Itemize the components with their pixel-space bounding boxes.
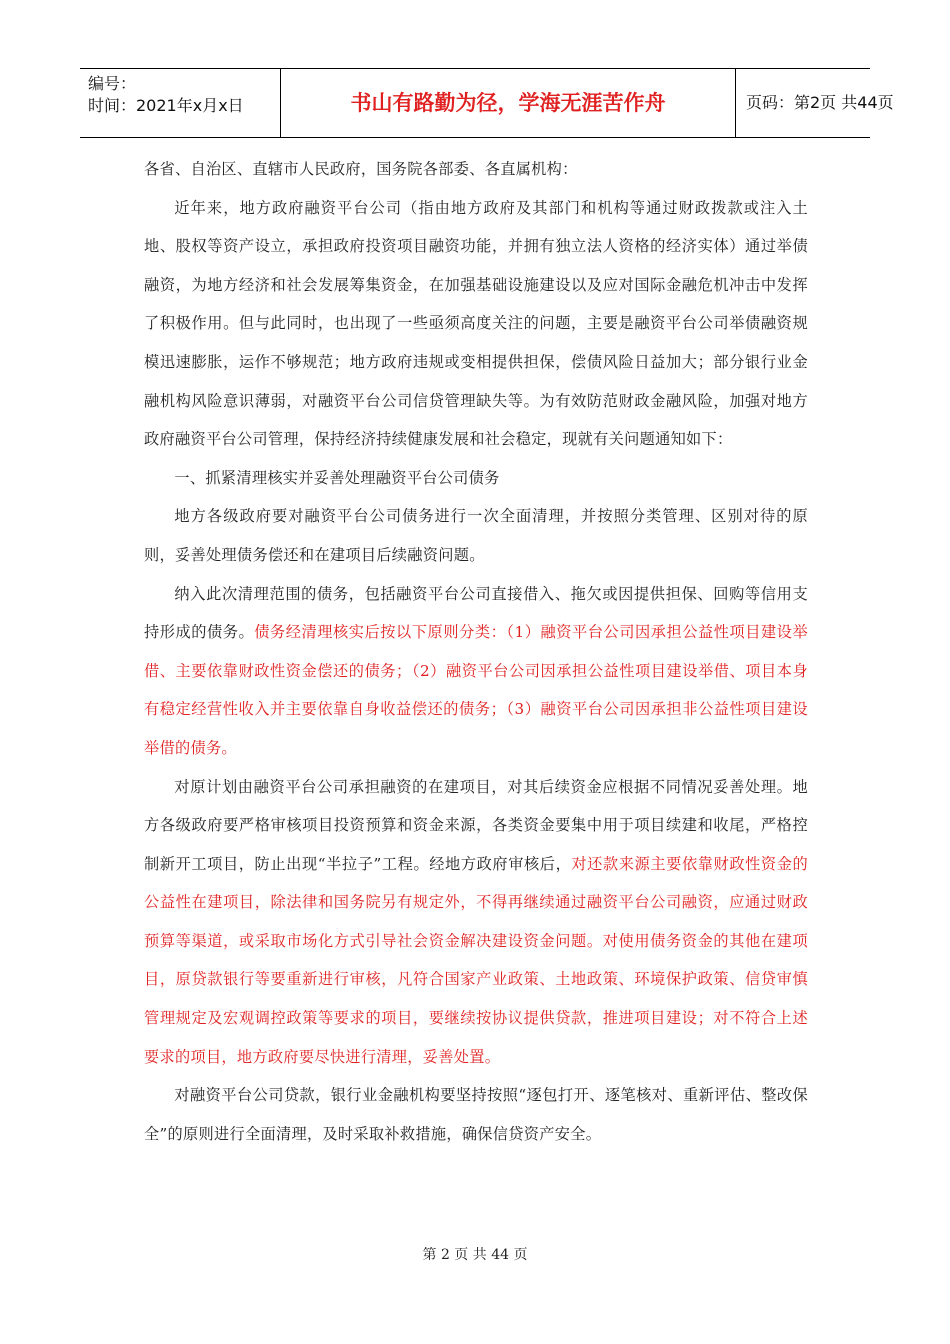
paragraph-intro: 近年来，地方政府融资平台公司（指由地方政府及其部门和机构等通过财政拨款或注入土地、股权等资产设立，承担政府投资项目融资功能，并拥有独立法人资格的经济实体）通过举债融资，为地方经济和社会发展筹集资金，在加强基础设施建设以及应对国际金融危机冲击中发挥了积极作用。但与此同时，也出现了一些亟须高度关注的问题，主要是融资平台公司举债融资规模迅速膨胀，运作不够规范；地方政府违规或变相提供担保，偿债风险日益加大；部分银行业金融机构风险意识薄弱，对融资平台公司信贷管理缺失等。为有效防范财政金融风险，加强对地方政府融资平台公司管理，保持经济持续健康发展和社会稳定，现就有关问题通知如下： <box>144 198 808 449</box>
salutation: 各省、自治区、直辖市人民政府，国务院各部委、各直属机构： <box>144 160 578 178</box>
header-motto: 书山有路勤为径，学海无涯苦作舟 <box>281 69 736 137</box>
header-meta <box>80 69 281 137</box>
header-page-number: 页码：第2页 共44页 <box>746 93 894 112</box>
ongoing-projects-highlight: 对还款来源主要依靠财政性资金的公益性在建项目，除法律和国务院另有规定外，不得再继续通过融资平台公司融资，应通过财政预算等渠道，或采取市场化方式引导社会资金解决建设资金问题。对使用债务资金的其他在建项目，原贷款银行等要重新进行审核，凡符合国家产业政策、土地政策、环境保护政策、信贷审慎管理规定及宏观调控政策等要求的项目，要继续按协议提供贷款，推进项目建设；对不符合上述要求的项目，地方政府要尽快进行清理，妥善处置。 <box>144 854 808 1066</box>
paragraph-cleanup: 地方各级政府要对融资平台公司债务进行一次全面清理，并按照分类管理、区别对待的原则，妥善处理债务偿还和在建项目后续融资问题。 <box>144 507 808 564</box>
document-date: 时间：2021年x月x日 <box>88 96 244 115</box>
page-footer: 第 2 页 共 44 页 <box>422 1247 528 1263</box>
debt-scope-text: 纳入此次清理范围的债务，包括融资平台公司直接借入、拖欠或因提供担保、回购等信用支持形成的债务。 <box>144 584 808 642</box>
paragraph-ongoing-projects <box>144 768 808 1077</box>
document-number-label: 编号： <box>88 74 137 93</box>
debt-classification-highlight: 债务经清理核实后按以下原则分类：（1）融资平台公司因承担公益性项目建设举借、主要依靠财政性资金偿还的债务；（2）融资平台公司因承担公益性项目建设举借、项目本身有稳定经营性收入并主要依靠自身收益偿还的债务；（3）融资平台公司因承担非公益性项目建设举借的债务。 <box>144 623 808 757</box>
document-body <box>144 150 808 1153</box>
ongoing-projects-text: 对原计划由融资平台公司承担融资的在建项目，对其后续资金应根据不同情况妥善处理。地方各级政府要严格审核项目投资预算和资金来源，各类资金要集中用于项目续建和收尾，严格控制新开工项目，防止出现“半拉子”工程。经地方政府审核后， <box>144 777 808 873</box>
paragraph-bank-loans: 对融资平台公司贷款，银行业金融机构要坚持按照“逐包打开、逐笔核对、重新评估、整改保全”的原则进行全面清理，及时采取补救措施，确保信贷资产安全。 <box>144 1086 808 1143</box>
page-header <box>80 68 894 138</box>
section-heading-1: 一、抓紧清理核实并妥善处理融资平台公司债务 <box>174 468 500 487</box>
paragraph-debt-scope <box>144 575 808 768</box>
